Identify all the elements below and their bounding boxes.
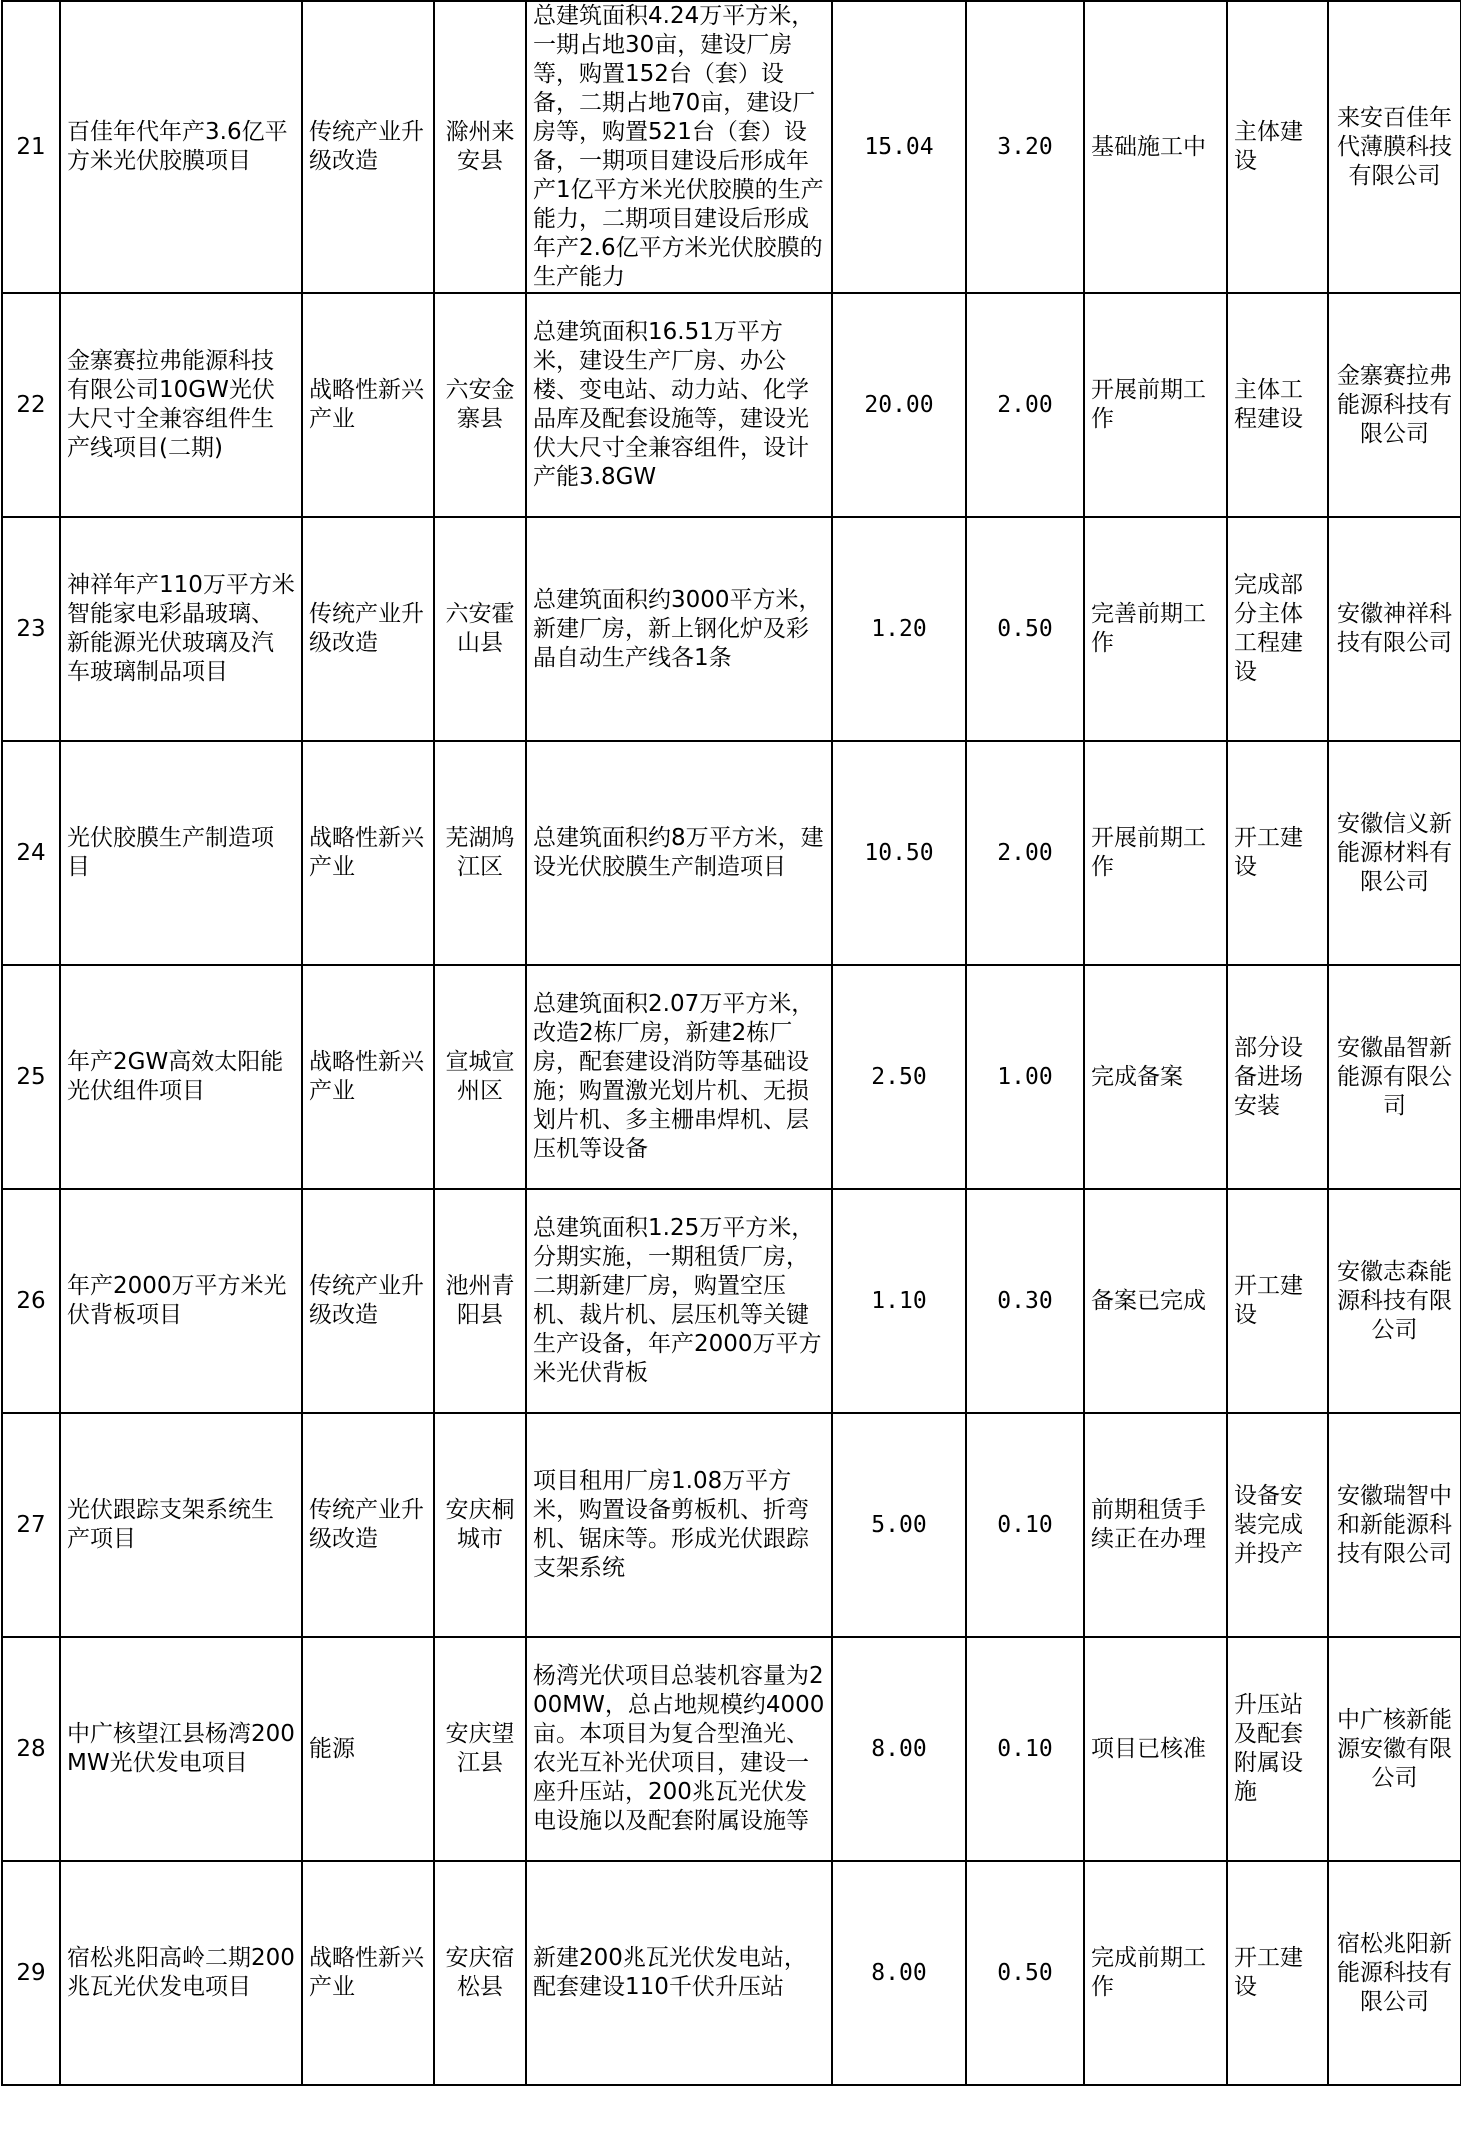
project-location-cell: 六安金寨县	[434, 293, 526, 517]
total-investment-cell: 10.50	[832, 741, 966, 965]
current-progress-cell: 项目已核准	[1084, 1637, 1227, 1861]
annual-goal-cell: 升压站及配套附属设施	[1227, 1637, 1328, 1861]
project-location-cell: 芜湖鸠江区	[434, 741, 526, 965]
table-row	[2, 1861, 1461, 2085]
project-name-cell: 宿松兆阳高岭二期200兆瓦光伏发电项目	[60, 1861, 302, 2085]
current-progress-cell: 完成备案	[1084, 965, 1227, 1189]
current-progress-cell: 完善前期工作	[1084, 517, 1227, 741]
project-category-cell: 传统产业升级改造	[302, 1189, 434, 1413]
annual-investment-cell: 0.10	[966, 1413, 1084, 1637]
project-category-cell: 战略性新兴产业	[302, 293, 434, 517]
annual-investment-cell: 2.00	[966, 741, 1084, 965]
annual-goal-cell: 部分设备进场安装	[1227, 965, 1328, 1189]
project-category-cell: 传统产业升级改造	[302, 1, 434, 293]
responsible-company-cell: 安徽志森能源科技有限公司	[1328, 1189, 1461, 1413]
responsible-company-cell: 金寨赛拉弗能源科技有限公司	[1328, 293, 1461, 517]
project-name-cell: 光伏胶膜生产制造项目	[60, 741, 302, 965]
construction-content-cell: 杨湾光伏项目总装机容量为200MW，总占地规模约4000亩。本项目为复合型渔光、农光互补光伏项目，建设一座升压站，200兆瓦光伏发电设施以及配套附属设施等	[526, 1637, 832, 1861]
row-number-cell: 23	[2, 517, 60, 741]
table-row	[2, 1413, 1461, 1637]
project-location-cell: 滁州来安县	[434, 1, 526, 293]
current-progress-cell: 开展前期工作	[1084, 741, 1227, 965]
project-name-cell: 年产2GW高效太阳能光伏组件项目	[60, 965, 302, 1189]
annual-investment-cell: 0.10	[966, 1637, 1084, 1861]
annual-goal-cell: 主体工程建设	[1227, 293, 1328, 517]
responsible-company-cell: 安徽神祥科技有限公司	[1328, 517, 1461, 741]
construction-content-cell: 总建筑面积约8万平方米，建设光伏胶膜生产制造项目	[526, 741, 832, 965]
project-name-cell: 金寨赛拉弗能源科技有限公司10GW光伏大尺寸全兼容组件生产线项目(二期)	[60, 293, 302, 517]
responsible-company-cell: 安徽瑞智中和新能源科技有限公司	[1328, 1413, 1461, 1637]
row-number-cell: 22	[2, 293, 60, 517]
table-body	[2, 1, 1461, 2085]
annual-investment-cell: 0.50	[966, 517, 1084, 741]
project-location-cell: 六安霍山县	[434, 517, 526, 741]
table-row	[2, 1637, 1461, 1861]
total-investment-cell: 5.00	[832, 1413, 966, 1637]
annual-investment-cell: 2.00	[966, 293, 1084, 517]
table-row	[2, 965, 1461, 1189]
responsible-company-cell: 中广核新能源安徽有限公司	[1328, 1637, 1461, 1861]
construction-content-cell: 总建筑面积2.07万平方米，改造2栋厂房，新建2栋厂房，配套建设消防等基础设施；购置激光划片机、无损划片机、多主栅串焊机、层压机等设备	[526, 965, 832, 1189]
row-number-cell: 28	[2, 1637, 60, 1861]
construction-content-cell: 总建筑面积16.51万平方米，建设生产厂房、办公楼、变电站、动力站、化学品库及配套设施等，建设光伏大尺寸全兼容组件，设计产能3.8GW	[526, 293, 832, 517]
project-location-cell: 安庆宿松县	[434, 1861, 526, 2085]
total-investment-cell: 8.00	[832, 1861, 966, 2085]
construction-content-cell: 总建筑面积约3000平方米，新建厂房，新上钢化炉及彩晶自动生产线各1条	[526, 517, 832, 741]
project-category-cell: 战略性新兴产业	[302, 1861, 434, 2085]
row-number-cell: 29	[2, 1861, 60, 2085]
annual-goal-cell: 完成部分主体工程建设	[1227, 517, 1328, 741]
current-progress-cell: 开展前期工作	[1084, 293, 1227, 517]
project-category-cell: 战略性新兴产业	[302, 965, 434, 1189]
annual-goal-cell: 主体建设	[1227, 1, 1328, 293]
total-investment-cell: 8.00	[832, 1637, 966, 1861]
current-progress-cell: 基础施工中	[1084, 1, 1227, 293]
current-progress-cell: 备案已完成	[1084, 1189, 1227, 1413]
project-category-cell: 能源	[302, 1637, 434, 1861]
table-row	[2, 517, 1461, 741]
construction-content-cell: 新建200兆瓦光伏发电站，配套建设110千伏升压站	[526, 1861, 832, 2085]
table-row	[2, 741, 1461, 965]
project-location-cell: 宣城宣州区	[434, 965, 526, 1189]
project-name-cell: 中广核望江县杨湾200MW光伏发电项目	[60, 1637, 302, 1861]
annual-investment-cell: 0.50	[966, 1861, 1084, 2085]
project-category-cell: 战略性新兴产业	[302, 741, 434, 965]
construction-content-cell: 总建筑面积1.25万平方米，分期实施，一期租赁厂房，二期新建厂房，购置空压机、裁片机、层压机等关键生产设备，年产2000万平方米光伏背板	[526, 1189, 832, 1413]
project-location-cell: 安庆桐城市	[434, 1413, 526, 1637]
table-row	[2, 1, 1461, 293]
annual-investment-cell: 3.20	[966, 1, 1084, 293]
table-row	[2, 293, 1461, 517]
construction-content-cell: 总建筑面积4.24万平方米，一期占地30亩，建设厂房等，购置152台（套）设备，二期占地70亩，建设厂房等，购置521台（套）设备，一期项目建设后形成年产1亿平方米光伏胶膜的生产能力，二期项目建设后形成年产2.6亿平方米光伏胶膜的生产能力	[526, 1, 832, 293]
responsible-company-cell: 来安百佳年代薄膜科技有限公司	[1328, 1, 1461, 293]
row-number-cell: 24	[2, 741, 60, 965]
total-investment-cell: 20.00	[832, 293, 966, 517]
row-number-cell: 21	[2, 1, 60, 293]
project-location-cell: 安庆望江县	[434, 1637, 526, 1861]
annual-investment-cell: 1.00	[966, 965, 1084, 1189]
row-number-cell: 25	[2, 965, 60, 1189]
table-row	[2, 1189, 1461, 1413]
annual-goal-cell: 开工建设	[1227, 1189, 1328, 1413]
annual-investment-cell: 0.30	[966, 1189, 1084, 1413]
construction-content-cell: 项目租用厂房1.08万平方米，购置设备剪板机、折弯机、锯床等。形成光伏跟踪支架系统	[526, 1413, 832, 1637]
responsible-company-cell: 安徽晶智新能源有限公司	[1328, 965, 1461, 1189]
current-progress-cell: 前期租赁手续正在办理	[1084, 1413, 1227, 1637]
project-name-cell: 光伏跟踪支架系统生产项目	[60, 1413, 302, 1637]
row-number-cell: 26	[2, 1189, 60, 1413]
row-number-cell: 27	[2, 1413, 60, 1637]
project-location-cell: 池州青阳县	[434, 1189, 526, 1413]
annual-goal-cell: 设备安装完成并投产	[1227, 1413, 1328, 1637]
total-investment-cell: 15.04	[832, 1, 966, 293]
project-table	[1, 0, 1461, 2086]
total-investment-cell: 1.10	[832, 1189, 966, 1413]
total-investment-cell: 2.50	[832, 965, 966, 1189]
annual-goal-cell: 开工建设	[1227, 1861, 1328, 2085]
current-progress-cell: 完成前期工作	[1084, 1861, 1227, 2085]
responsible-company-cell: 宿松兆阳新能源科技有限公司	[1328, 1861, 1461, 2085]
total-investment-cell: 1.20	[832, 517, 966, 741]
project-name-cell: 神祥年产110万平方米智能家电彩晶玻璃、新能源光伏玻璃及汽车玻璃制品项目	[60, 517, 302, 741]
project-category-cell: 传统产业升级改造	[302, 517, 434, 741]
responsible-company-cell: 安徽信义新能源材料有限公司	[1328, 741, 1461, 965]
project-name-cell: 百佳年代年产3.6亿平方米光伏胶膜项目	[60, 1, 302, 293]
project-category-cell: 传统产业升级改造	[302, 1413, 434, 1637]
project-name-cell: 年产2000万平方米光伏背板项目	[60, 1189, 302, 1413]
annual-goal-cell: 开工建设	[1227, 741, 1328, 965]
